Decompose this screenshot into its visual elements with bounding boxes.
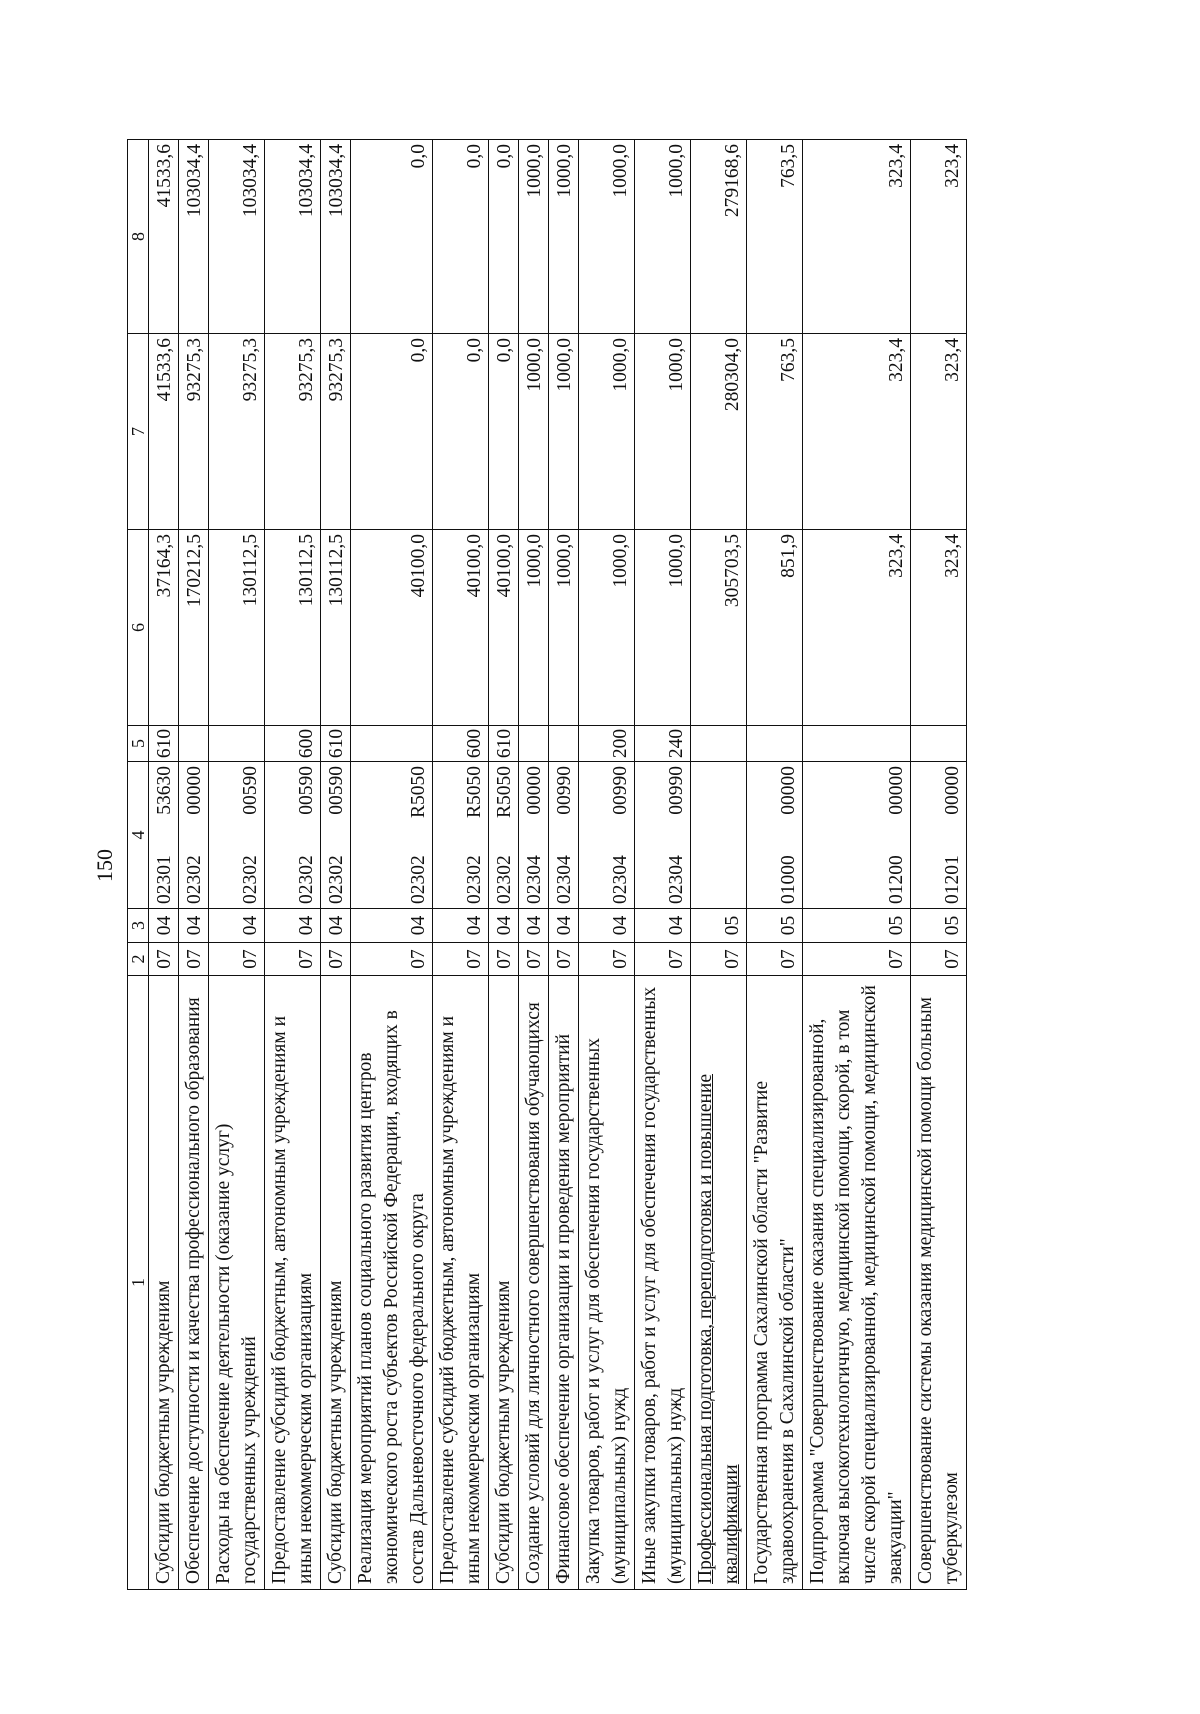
row-name: Иные закупки товаров, работ и услуг для обеспечения государственных (муниципальных) нужд [635, 976, 691, 1590]
row-amount-col6: 130112,5 [265, 530, 321, 726]
row-amount-col8: 1000,0 [519, 140, 549, 334]
row-target-article [911, 762, 967, 909]
row-target-article-part2: 00590 [326, 766, 347, 815]
row-target-article-part1: 02301 [154, 855, 175, 904]
row-target-article-part2: R5050 [408, 766, 429, 819]
table-row [549, 140, 579, 1590]
row-expense-type: 240 [635, 726, 691, 762]
row-name: Закупка товаров, работ и услуг для обеспечения государственных (муниципальных) нужд [579, 976, 635, 1590]
row-subsection: 04 [635, 909, 691, 943]
table-row [691, 140, 747, 1590]
row-amount-col7: 1000,0 [519, 334, 549, 530]
row-target-article [635, 762, 691, 909]
row-amount-col7: 1000,0 [579, 334, 635, 530]
row-expense-type: 610 [321, 726, 351, 762]
row-amount-col6: 1000,0 [549, 530, 579, 726]
row-subsection: 04 [579, 909, 635, 943]
row-amount-col6: 323,4 [803, 530, 911, 726]
row-target-article-part2: 00000 [942, 766, 963, 815]
col-header-5: 5 [128, 726, 149, 762]
row-target-article-part1: 02302 [184, 855, 205, 904]
row-name: Обеспечение доступности и качества профессионального образования [179, 976, 209, 1590]
row-target-article [803, 762, 911, 909]
row-subsection: 04 [433, 909, 489, 943]
row-target-article-part1: 01200 [886, 855, 907, 904]
row-expense-type [691, 726, 747, 762]
row-expense-type [519, 726, 549, 762]
row-subsection: 04 [265, 909, 321, 943]
row-amount-col7: 323,4 [911, 334, 967, 530]
row-amount-col6: 323,4 [911, 530, 967, 726]
row-name: Предоставление субсидий бюджетным, автономным учреждениям и иным некоммерческим организациям [265, 976, 321, 1590]
row-amount-col7: 763,5 [747, 334, 803, 530]
row-amount-col7: 93275,3 [265, 334, 321, 530]
row-amount-col7: 93275,3 [179, 334, 209, 530]
table-row [489, 140, 519, 1590]
row-section: 07 [149, 943, 179, 976]
row-expense-type [549, 726, 579, 762]
table-row [321, 140, 351, 1590]
row-amount-col8: 323,4 [803, 140, 911, 334]
row-name: Субсидии бюджетным учреждениям [149, 976, 179, 1590]
row-section: 07 [579, 943, 635, 976]
budget-table [127, 139, 967, 1590]
row-name: Предоставление субсидий бюджетным, автономным учреждениям и иным некоммерческим организациям [433, 976, 489, 1590]
row-amount-col8: 763,5 [747, 140, 803, 334]
row-name: Расходы на обеспечение деятельности (оказание услуг) государственных учреждений [209, 976, 265, 1590]
row-target-article [351, 762, 433, 909]
table-row [747, 140, 803, 1590]
row-subsection: 04 [149, 909, 179, 943]
row-subsection: 05 [691, 909, 747, 943]
row-target-article [179, 762, 209, 909]
col-header-8: 8 [128, 140, 149, 334]
row-amount-col7: 1000,0 [549, 334, 579, 530]
row-amount-col8: 103034,4 [265, 140, 321, 334]
row-target-article-part2: 00590 [240, 766, 261, 815]
row-expense-type [351, 726, 433, 762]
row-target-article-part1: 02302 [464, 855, 485, 904]
row-amount-col6: 130112,5 [321, 530, 351, 726]
row-amount-col8: 103034,4 [179, 140, 209, 334]
row-expense-type: 600 [265, 726, 321, 762]
row-amount-col7: 93275,3 [321, 334, 351, 530]
row-name: Подпрограмма "Совершенствование оказания специализированной, включая высокотехнологичную, медицинской помощи, скорой, в том числе скорой специализированной, медицинской помощи, медицинской эвакуации" [803, 976, 911, 1590]
row-target-article-part1: 02302 [296, 855, 317, 904]
row-section: 07 [433, 943, 489, 976]
table-row [519, 140, 549, 1590]
row-amount-col6: 130112,5 [209, 530, 265, 726]
row-name: Финансовое обеспечение организации и проведения мероприятий [549, 976, 579, 1590]
row-section: 07 [691, 943, 747, 976]
row-amount-col8: 323,4 [911, 140, 967, 334]
row-target-article-part2: 00000 [184, 766, 205, 815]
row-amount-col8: 41533,6 [149, 140, 179, 334]
row-target-article-part1: 02302 [326, 855, 347, 904]
row-section: 07 [747, 943, 803, 976]
row-amount-col8: 0,0 [351, 140, 433, 334]
row-amount-col8: 279168,6 [691, 140, 747, 334]
row-subsection: 04 [489, 909, 519, 943]
row-name: Совершенствование системы оказания медицинской помощи больным туберкулезом [911, 976, 967, 1590]
table-row [911, 140, 967, 1590]
table-row [579, 140, 635, 1590]
row-section: 07 [635, 943, 691, 976]
row-amount-col8: 1000,0 [549, 140, 579, 334]
row-amount-col6: 40100,0 [351, 530, 433, 726]
row-section: 07 [803, 943, 911, 976]
row-expense-type: 200 [579, 726, 635, 762]
row-amount-col6: 1000,0 [519, 530, 549, 726]
table-row [149, 140, 179, 1590]
row-amount-col6: 1000,0 [579, 530, 635, 726]
table-row [179, 140, 209, 1590]
row-amount-col6: 1000,0 [635, 530, 691, 726]
row-target-article-part1: 01201 [942, 855, 963, 904]
row-target-article [265, 762, 321, 909]
table-row [351, 140, 433, 1590]
row-target-article-part2: 00000 [524, 766, 545, 815]
row-section: 07 [179, 943, 209, 976]
row-subsection: 05 [803, 909, 911, 943]
row-target-article [747, 762, 803, 909]
row-target-article [579, 762, 635, 909]
row-subsection: 05 [747, 909, 803, 943]
table-row [635, 140, 691, 1590]
row-section: 07 [519, 943, 549, 976]
table-row [265, 140, 321, 1590]
row-target-article [549, 762, 579, 909]
row-amount-col8: 103034,4 [321, 140, 351, 334]
row-amount-col7: 1000,0 [635, 334, 691, 530]
row-target-article [489, 762, 519, 909]
row-amount-col6: 37164,3 [149, 530, 179, 726]
row-name: Субсидии бюджетным учреждениям [489, 976, 519, 1590]
row-amount-col8: 1000,0 [635, 140, 691, 334]
row-expense-type [747, 726, 803, 762]
row-target-article-part2: 00990 [610, 766, 631, 815]
row-amount-col8: 0,0 [489, 140, 519, 334]
row-amount-col7: 93275,3 [209, 334, 265, 530]
row-subsection: 04 [549, 909, 579, 943]
row-amount-col7: 0,0 [489, 334, 519, 530]
row-amount-col7: 0,0 [351, 334, 433, 530]
row-section: 07 [489, 943, 519, 976]
row-subsection: 04 [179, 909, 209, 943]
row-target-article-part2: R5050 [494, 766, 515, 819]
row-target-article-part1: 01000 [778, 855, 799, 904]
row-name: Субсидии бюджетным учреждениям [321, 976, 351, 1590]
row-amount-col8: 0,0 [433, 140, 489, 334]
row-target-article [519, 762, 549, 909]
row-expense-type [179, 726, 209, 762]
row-section: 07 [209, 943, 265, 976]
table-row [433, 140, 489, 1590]
table-row [209, 140, 265, 1590]
row-section: 07 [351, 943, 433, 976]
col-header-6: 6 [128, 530, 149, 726]
row-target-article-part1: 02302 [240, 855, 261, 904]
col-header-3: 3 [128, 909, 149, 943]
col-header-1: 1 [128, 976, 149, 1590]
row-amount-col7: 0,0 [433, 334, 489, 530]
row-target-article-part2: 00990 [554, 766, 575, 815]
row-subsection: 05 [911, 909, 967, 943]
row-section: 07 [911, 943, 967, 976]
row-section: 07 [265, 943, 321, 976]
row-subsection: 04 [519, 909, 549, 943]
row-amount-col8: 103034,4 [209, 140, 265, 334]
row-amount-col6: 170212,5 [179, 530, 209, 726]
row-expense-type [803, 726, 911, 762]
row-amount-col6: 40100,0 [433, 530, 489, 726]
row-amount-col7: 41533,6 [149, 334, 179, 530]
row-target-article-part2: 53630 [154, 766, 175, 815]
row-expense-type [911, 726, 967, 762]
row-target-article-part2: 00000 [886, 766, 907, 815]
row-target-article-part1: 02304 [554, 855, 575, 904]
row-amount-col6: 40100,0 [489, 530, 519, 726]
row-target-article [433, 762, 489, 909]
row-target-article-part2: 00590 [296, 766, 317, 815]
row-target-article [321, 762, 351, 909]
row-amount-col6: 305703,5 [691, 530, 747, 726]
row-target-article [149, 762, 179, 909]
row-subsection: 04 [321, 909, 351, 943]
row-target-article-part1: 02304 [524, 855, 545, 904]
row-section: 07 [321, 943, 351, 976]
row-expense-type: 610 [489, 726, 519, 762]
row-expense-type [209, 726, 265, 762]
row-name: Профессиональная подготовка, переподготовка и повышение квалификации [691, 976, 747, 1590]
row-amount-col8: 1000,0 [579, 140, 635, 334]
row-name: Реализация мероприятий планов социального развития центров экономического роста субъектов Российской Федерации, входящих в состав Дальневосточного федерального округа [351, 976, 433, 1590]
table-row [803, 140, 911, 1590]
row-target-article-part1: 02302 [494, 855, 515, 904]
row-target-article-part1: 02304 [610, 855, 631, 904]
row-target-article-part1: 02304 [666, 855, 687, 904]
row-target-article [691, 762, 747, 909]
row-amount-col7: 280304,0 [691, 334, 747, 530]
row-subsection: 04 [351, 909, 433, 943]
col-header-4: 4 [128, 762, 149, 909]
row-section: 07 [549, 943, 579, 976]
row-subsection: 04 [209, 909, 265, 943]
row-target-article-part2: R5050 [464, 766, 485, 819]
row-target-article [209, 762, 265, 909]
col-header-2: 2 [128, 943, 149, 976]
row-expense-type: 610 [149, 726, 179, 762]
row-target-article-part2: 00990 [666, 766, 687, 815]
row-target-article-part2: 00000 [778, 766, 799, 815]
row-target-article-part1: 02302 [408, 855, 429, 904]
row-expense-type: 600 [433, 726, 489, 762]
row-amount-col6: 851,9 [747, 530, 803, 726]
table-body [149, 140, 967, 1590]
page-number: 150 [92, 849, 117, 882]
row-amount-col7: 323,4 [803, 334, 911, 530]
col-header-7: 7 [128, 334, 149, 530]
header-row [128, 140, 149, 1590]
row-name: Создание условий для личностного совершенствования обучающихся [519, 976, 549, 1590]
row-name: Государственная программа Сахалинской области "Развитие здравоохранения в Сахалинской области" [747, 976, 803, 1590]
